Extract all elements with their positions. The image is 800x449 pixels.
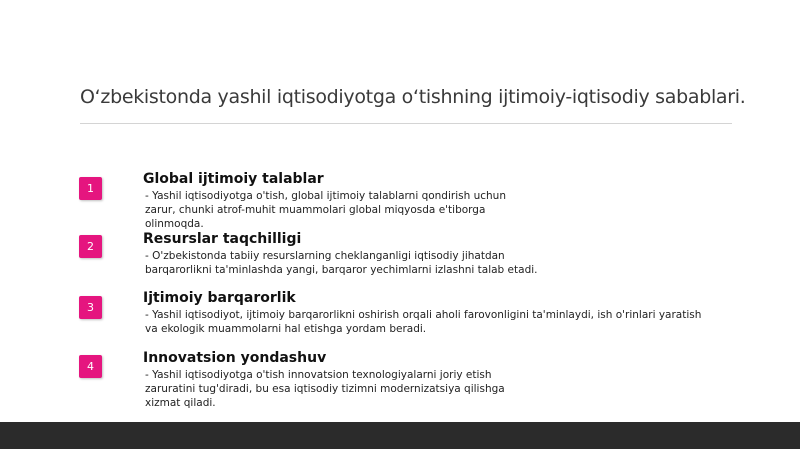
item-heading: Ijtimoiy barqarorlik	[143, 290, 296, 306]
item-description: - Yashil iqtisodiyotga o'tish innovatsion texnologiyalarni joriy etish zaruratini tug'diradi, bu esa iqtisodiy tizimni modernizatsiya qilishga xizmat qiladi.	[145, 369, 505, 409]
item-heading: Global ijtimoiy talablar	[143, 171, 324, 187]
number-badge: 3	[79, 296, 102, 319]
item-description: - Yashil iqtisodiyotga o'tish, global ijtimoiy talablarni qondirish uchun zarur, chunki atrof-muhit muammolari global miqyosda e'tiborga olinmoqda.	[145, 190, 506, 230]
item-description: - O'zbekistonda tabiiy resurslarning cheklanganligi iqtisodiy jihatdan barqarorlikni ta'minlashda yangi, barqaror yechimlarni izlashni talab etadi.	[145, 250, 538, 276]
item-description: - Yashil iqtisodiyot, ijtimoiy barqarorlikni oshirish orqali aholi farovonligini ta'minlaydi, ish o'rinlari yaratish va ekologik muammolarni hal etishga yordam beradi.	[145, 309, 702, 335]
item-heading: Innovatsion yondashuv	[143, 350, 327, 366]
number-badge: 1	[79, 177, 102, 200]
number-badge: 4	[79, 355, 102, 378]
slide-title: O‘zbekistonda yashil iqtisodiyotga o‘tishning ijtimoiy-iqtisodiy sabablari.	[80, 86, 746, 108]
title-divider	[80, 123, 732, 124]
item-heading: Resurslar taqchilligi	[143, 231, 302, 247]
number-badge: 2	[79, 235, 102, 258]
footer-bar	[0, 422, 800, 449]
